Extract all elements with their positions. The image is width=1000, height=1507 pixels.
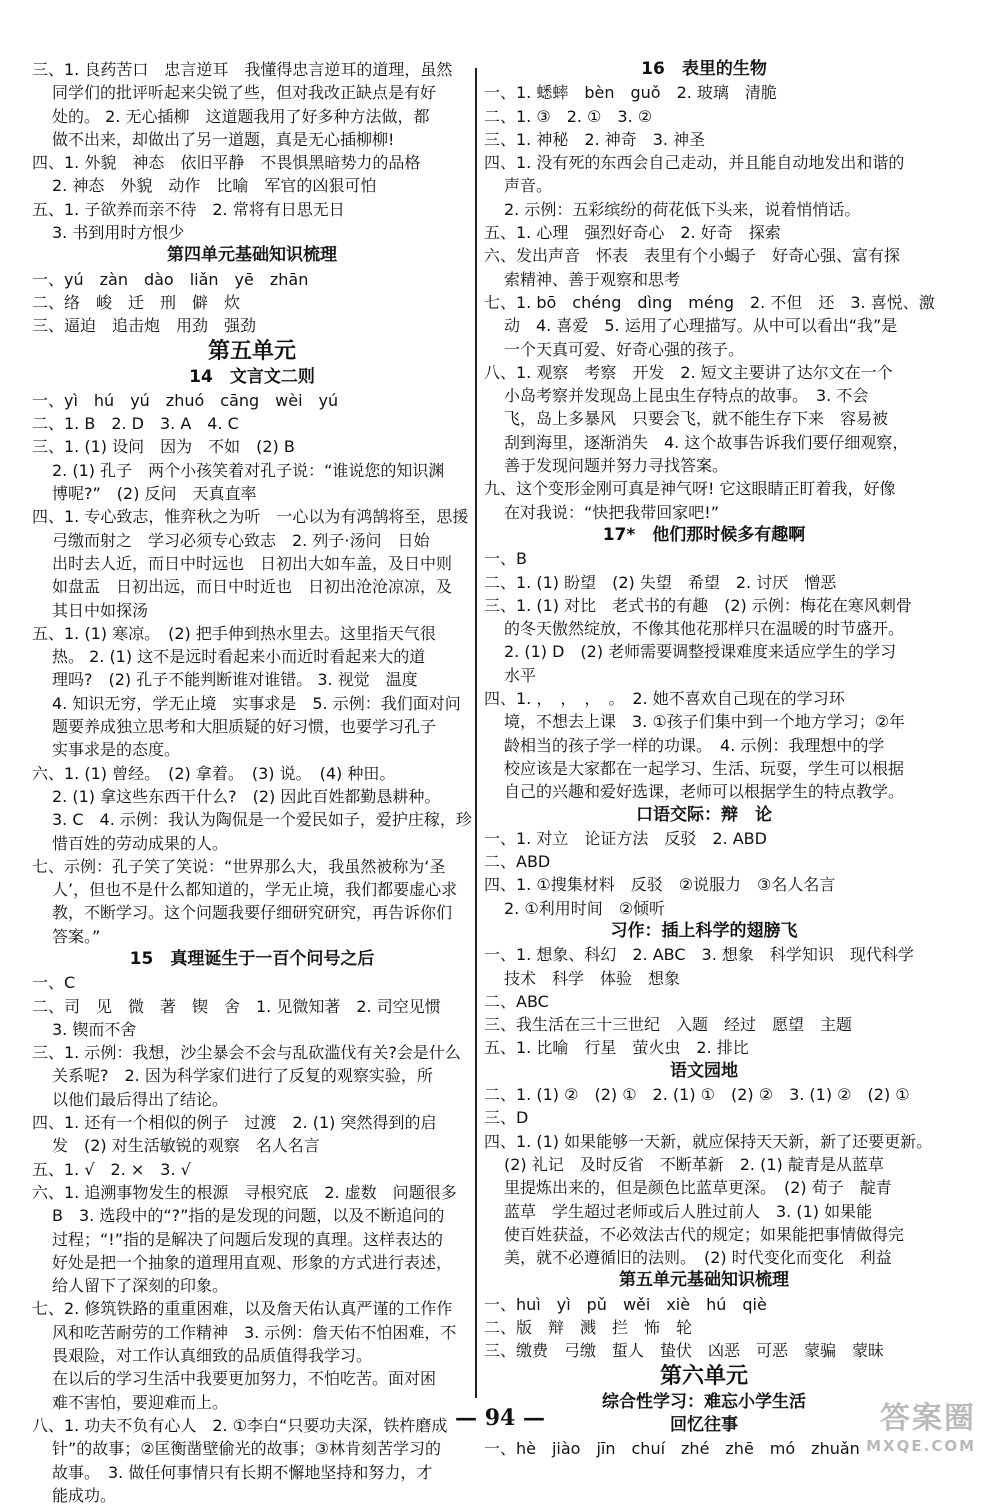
answer-continuation: 蓝草 学生超过老师或后人胜过前人 3. (1) 如果能: [504, 1201, 873, 1221]
answer-subitem: 2. (1) 拿这些东西干什么? (2) 因此百姓都勤恳耕种。: [52, 786, 441, 806]
answer-continuation: 人’，但也不是什么都知道的，学无止境，我们都要虚心求: [52, 880, 458, 900]
answer-line: 一、C: [32, 973, 76, 993]
answer-continuation: 好处是把一个抽象的道理用直观、形象的方式进行表述，: [52, 1252, 453, 1272]
answer-line: 三、1. 示例：我想，沙尘暴会不会与乱砍滥伐有关?会是什么: [32, 1043, 461, 1063]
answer-line: 四、1. 外貌 神态 依旧平静 不畏惧黑暗势力的品格: [32, 153, 421, 173]
section-heading: 回忆往事: [670, 1414, 738, 1435]
answer-continuation: 一个天真可爱、好奇心强的孩子。: [504, 339, 745, 359]
answer-continuation: 针”的故事；②匡衡凿壁偷光的故事；③林肯刻苦学习的: [52, 1439, 441, 1459]
answer-subitem: 3. 锲而不舍: [52, 1019, 137, 1039]
unit-title: 第五单元: [207, 338, 296, 364]
section-heading: 第五单元基础知识梳理: [619, 1270, 789, 1291]
answer-continuation: 理吗? (2) 孔子不能判断谁对谁错。 3. 视觉 温度: [52, 670, 418, 690]
answer-line: 六、发出声音 怀表 表里有个小蝎子 好奇心强、富有探: [484, 246, 901, 266]
section-heading: 第四单元基础知识梳理: [167, 245, 337, 266]
answer-line: 二、1. B 2. D 3. A 4. C: [32, 414, 239, 434]
answer-line: 三、D: [484, 1108, 529, 1128]
answer-continuation: 自己的兴趣和爱好选课，老师可以根据学生的特点教学。: [504, 782, 905, 802]
answer-line: 五、1. (1) 寒凉。 (2) 把手伸到热水里去。这里指天气很: [32, 623, 436, 643]
watermark-logo: [866, 1393, 976, 1455]
answer-line: 七、1. bō chéng dìng méng 2. 不但 还 3. 喜悦、激: [484, 292, 935, 312]
answer-continuation: 关系呢? 2. 因为科学家们进行了反复的观察实验，所: [52, 1066, 433, 1086]
answer-continuation: 教，不断学习。这个问题我要仔细研究研究，再告诉你们: [52, 903, 453, 923]
answer-continuation: 在以后的学习生活中我要更加努力，不怕吃苦。面对困: [52, 1369, 437, 1389]
answer-continuation: 发 (2) 对生活敏锐的观察 名人名言: [52, 1136, 320, 1156]
answer-line: 六、1. (1) 曾经。 (2) 拿着。 (3) 说。 (4) 种田。: [32, 763, 396, 783]
answer-line: 四、1. ①搜集材料 反驳 ②说服力 ③名人名言: [484, 875, 836, 895]
answer-line: 三、我生活在三十三世纪 入题 经过 愿望 主题: [484, 1015, 853, 1035]
answer-continuation: 难不害怕，要迎难而上。: [52, 1392, 229, 1412]
answer-line: 七、2. 修筑铁路的重重困难，以及詹天佑认真严谨的工作作: [32, 1299, 453, 1319]
answer-line: 三、1. (1) 设问 因为 不如 (2) B: [32, 437, 295, 457]
answer-continuation: 风和吃苦耐劳的工作精神 3. 示例：詹天佑不怕困难，不: [52, 1322, 457, 1342]
section-heading: 16 表里的生物: [641, 59, 767, 79]
answer-line: 一、yì hú yú zhuó cāng wèi yú: [32, 390, 339, 410]
answer-subitem: 2. (1) D (2) 老师需要调整授课难度来适应学生的学习: [504, 642, 897, 662]
section-heading: 习作：插上科学的翅膀飞: [610, 920, 798, 941]
answer-line: 五、1. 比喻 行星 萤火虫 2. 排比: [484, 1038, 749, 1058]
answer-continuation: 给人留下了深刻的印象。: [52, 1276, 229, 1296]
page-number: — 94 —: [455, 1405, 545, 1431]
answer-subitem: 2. 示例：五彩缤纷的荷花低下头来，说着悄悄话。: [504, 199, 861, 219]
answer-line: 三、1. 良药苦口 忠言逆耳 我懂得忠言逆耳的道理，虽然: [32, 60, 453, 79]
answer-continuation: 做不出来，却做出了另一道题，真是无心插柳柳!: [52, 129, 395, 149]
answer-continuation: 技术 科学 体验 想象: [504, 968, 681, 988]
answer-line: 四、1. ， ， ， 。 2. 她不喜欢自己现在的学习环: [484, 689, 845, 709]
answer-line: 三、1. 神秘 2. 神奇 3. 神圣: [484, 129, 706, 149]
answer-subitem: 2. (1) 孔子 两个小孩笑着对孔子说：“谁说您的知识渊: [52, 460, 445, 480]
answer-line: 五、1. √ 2. × 3. √: [32, 1159, 191, 1179]
answer-line: 二、ABD: [484, 852, 551, 872]
answer-line: 四、1. (1) 如果能够一天新，就应保持天天新，新了还要更新。: [484, 1131, 933, 1151]
answer-continuation: 热。 2. (1) 这不是远时看起来小而近时看起来大的道: [52, 647, 426, 667]
answer-line: 二、1. ③ 2. ① 3. ②: [484, 106, 653, 126]
answer-line: 一、1. 蟋蟀 bèn guǒ 2. 玻璃 清脆: [484, 83, 777, 103]
answer-continuation: B 3. 选段中的“?”指的是发现的问题，以及不断追问的: [52, 1206, 445, 1226]
answer-continuation: 惜百姓的劳动成果的人。: [52, 833, 229, 853]
answer-continuation: 声音。: [504, 176, 553, 196]
answer-continuation: 题要养成独立思考和大胆质疑的好习惯，也要学习孔子: [52, 717, 437, 737]
section-heading: 15 真理诞生于一百个问号之后: [129, 948, 375, 969]
answer-continuation: 过程；“!”指的是解决了问题后发现的真理。这样表达的: [52, 1229, 443, 1249]
answer-continuation: 出时去人近，而日中时远也 日初出大如车盖，及日中则: [52, 553, 453, 573]
watermark-url: MXQE.COM: [866, 1437, 976, 1455]
answer-line: 三、1. (1) 对比 老式书的有趣 (2) 示例：梅花在寒风刺骨: [484, 595, 912, 615]
answer-continuation: 小岛考察并发现岛上昆虫生存特点的故事。 3. 不会: [504, 386, 869, 406]
answer-line: 七、示例：孔子笑了笑说：“世界那么大，我虽然被称为‘圣: [32, 856, 446, 876]
left-column: [32, 58, 472, 1507]
answer-line: 四、1. 没有死的东西会自己走动，并且能自动地发出和谐的: [484, 153, 905, 173]
answer-continuation: 飞，岛上多暴风 只要会飞，就不能生存下来 容易被: [504, 409, 889, 429]
answer-continuation: 以他们最后得出了结论。: [52, 1089, 229, 1109]
answer-line: 四、1. 还有一个相似的例子 过渡 2. (1) 突然得到的启: [32, 1113, 437, 1133]
answer-line: 二、1. (1) ② (2) ① 2. (1) ① (2) ② 3. (1) ② (2) ①: [484, 1085, 910, 1105]
answer-line: 一、B: [484, 549, 527, 569]
answer-line: 一、huì yì pǔ wěi xiè hú qiè: [484, 1294, 767, 1314]
answer-subitem: 3. 书到用时方恨少: [52, 223, 185, 243]
section-heading: 语文园地: [670, 1060, 738, 1081]
answer-continuation: 的冬天傲然绽放，不像其他花那样只在温暖的时节盛开。: [504, 619, 905, 639]
answer-line: 三、逼迫 追击炮 用劲 强劲: [32, 316, 257, 336]
answer-line: 八、1. 功夫不负有心人 2. ①李白“只要功夫深，铁杵磨成: [32, 1415, 448, 1435]
section-heading: 口语交际：辩 论: [636, 804, 772, 825]
answer-line: 一、yú zàn dào liǎn yē zhān: [32, 269, 309, 289]
answer-continuation: 能成功。: [52, 1485, 117, 1505]
answer-continuation: 答案。”: [52, 926, 101, 946]
answer-continuation: 里提炼出来的，但是颜色比蓝草更深。 (2) 荀子 靛青: [504, 1178, 892, 1198]
answer-continuation: 弓缴而射之 学习必须专心致志 2. 列子·汤问 日始: [52, 530, 430, 550]
answer-continuation: 故事。 3. 做任何事情只有长期不懈地坚持和努力，才: [52, 1462, 433, 1482]
section-heading: 综合性学习：难忘小学生活: [602, 1391, 806, 1412]
answer-continuation: 其日中如探汤: [52, 600, 149, 620]
answer-continuation: 实事求是的态度。: [52, 740, 181, 760]
answer-continuation: 境，不想去上课 3. ①孩子们集中到一个地方学习；②年: [504, 712, 906, 732]
answer-line: 一、1. 对立 论证方法 反驳 2. ABD: [484, 828, 767, 848]
answer-subitem: 2. 神态 外貌 动作 比喻 军官的凶狠可怕: [52, 176, 377, 196]
answer-continuation: 同学们的批评听起来尖锐了些，但对我改正缺点是有好: [52, 83, 437, 103]
answer-line: 二、络 峻 迁 刑 僻 炊: [32, 292, 241, 312]
answer-continuation: 处的。 2. 无心插柳 这道题我用了好多种方法做，都: [52, 106, 430, 126]
unit-title: 第六单元: [659, 1363, 748, 1389]
answer-line: 二、司 见 微 著 锲 舍 1. 见微知著 2. 司空见惯: [32, 996, 441, 1016]
answer-continuation: 校应该是大家都在一起学习、生活、玩耍，学生可以根据: [504, 758, 905, 778]
column-divider: [475, 68, 477, 1398]
answer-line: 九、这个变形金刚可真是神气呀! 它这眼睛正盯着我，好像: [484, 479, 896, 499]
answer-line: 三、缴费 弓缴 蜇人 蛰伏 凶恶 可恶 蒙骗 蒙昧: [484, 1341, 885, 1361]
answer-continuation: 博呢?” (2) 反问 天真直率: [52, 484, 257, 504]
answer-continuation: (2) 礼记 及时反省 不断革新 2. (1) 靛青是从蓝草: [504, 1154, 884, 1174]
answer-continuation: 如盘盂 日初出远，而日中时近也 日初出沧沧凉凉，及: [52, 577, 453, 597]
answer-continuation: 索精神、善于观察和思考: [504, 269, 681, 289]
answer-line: 二、版 辩 溅 拦 怖 轮: [484, 1318, 693, 1338]
answer-line: 二、1. (1) 盼望 (2) 失望 希望 2. 讨厌 憎恶: [484, 572, 837, 592]
answer-line: 五、1. 心理 强烈好奇心 2. 好奇 探索: [484, 223, 781, 243]
answer-continuation: 畏艰险，对工作认真细致的品质值得我学习。: [52, 1346, 373, 1366]
section-heading: 14 文言文二则: [189, 366, 315, 387]
answer-continuation: 在对我说：“快把我带回家吧!”: [504, 502, 719, 522]
answer-line: 八、1. 观察 考察 开发 2. 短文主要讲了达尔文在一个: [484, 362, 893, 382]
answer-line: 二、ABC: [484, 991, 549, 1011]
answer-continuation: 动 4. 喜爱 5. 运用了心理描写。从中可以看出“我”是: [504, 316, 898, 336]
answer-line: 五、1. 子欲养而亲不待 2. 常将有日思无日: [32, 199, 345, 219]
answer-line: 四、1. 专心致志，惟弈秋之为听 一心以为有鸿鹄将至，思援: [32, 507, 469, 527]
answer-line: 六、1. 追溯事物发生的根源 寻根究底 2. 虚数 问题很多: [32, 1182, 457, 1202]
answer-subitem: 2. ①利用时间 ②倾听: [504, 898, 666, 918]
answer-continuation: 美，就不必遵循旧的法则。 (2) 时代变化而变化 利益: [504, 1248, 892, 1268]
watermark-text: 答案圈: [880, 1401, 976, 1436]
answer-continuation: 使百姓获益，不必效法古代的规定；如果能把事情做得完: [504, 1224, 905, 1244]
answer-subitem: 3. C 4. 示例：我认为陶侃是一个爱民如子，爱护庄稼，珍: [52, 810, 472, 830]
answer-continuation: 善于发现问题并努力寻找答案。: [504, 456, 729, 476]
section-heading: 17* 他们那时候多有趣啊: [602, 524, 806, 545]
answer-line: 一、hè jiào jīn chuí zhé zhē mó zhuǎn: [484, 1439, 860, 1459]
answer-continuation: 龄相当的孩子学一样的功课。 4. 示例：我理想中的学: [504, 735, 885, 755]
answer-continuation: 水平: [504, 665, 537, 685]
answer-continuation: 刮到海里，逐渐消失 4. 这个故事告诉我们要仔细观察，: [504, 432, 909, 452]
answer-line: 一、1. 想象、科幻 2. ABC 3. 想象 科学知识 现代科学: [484, 945, 914, 965]
answer-subitem: 4. 知识无穷，学无止境 实事求是 5. 示例：我们面对问: [52, 693, 461, 713]
